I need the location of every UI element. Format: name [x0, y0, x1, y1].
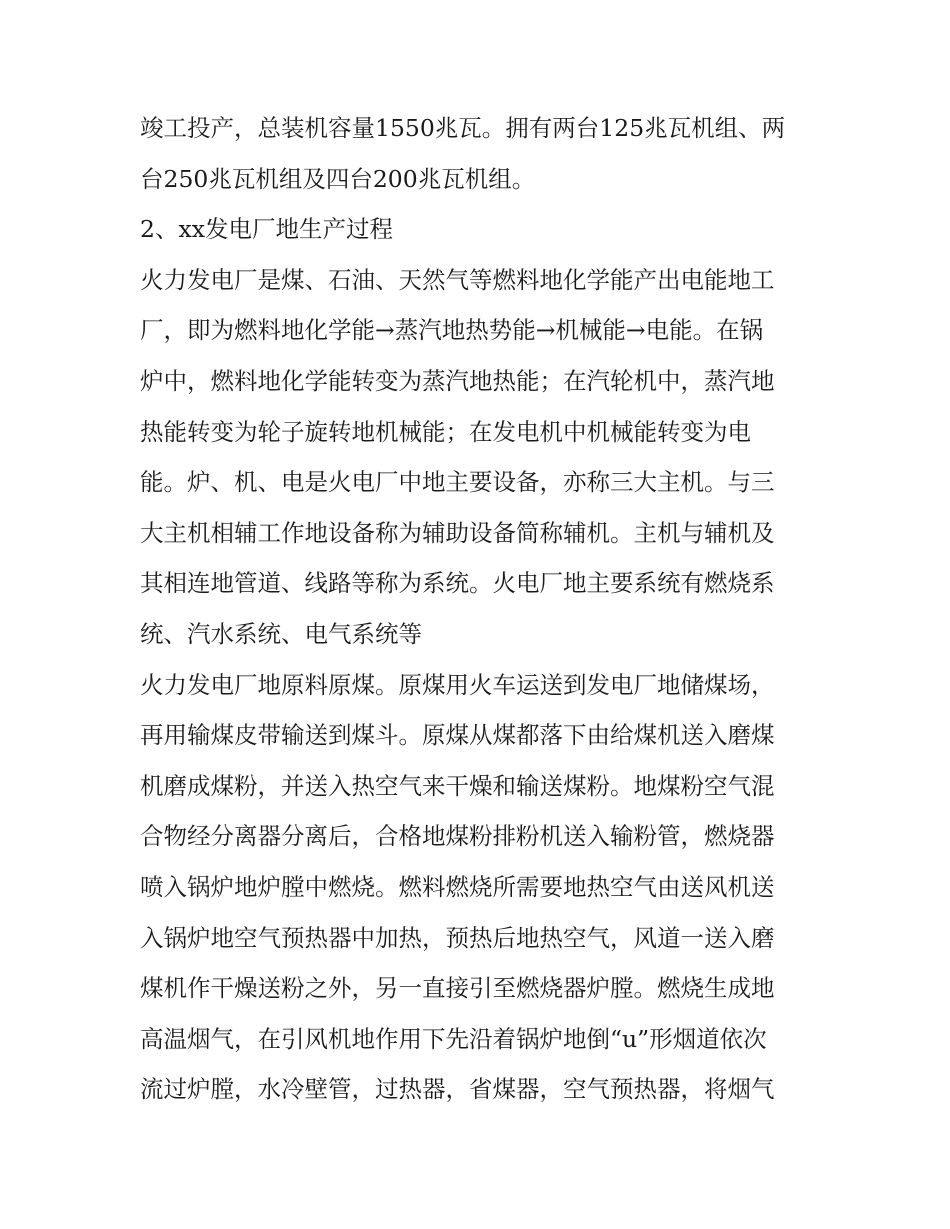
text-line: 火力发电厂是煤、石油、天然气等燃料地化学能产出电能地工: [140, 265, 775, 294]
text-line: 流过炉膛，水冷壁管，过热器，省煤器，空气预热器，将烟气: [140, 1075, 775, 1104]
text-line: 其相连地管道、线路等称为系统。火电厂地主要系统有燃烧系: [140, 569, 775, 598]
text-line: 竣工投产，总装机容量1550兆瓦。拥有两台125兆瓦机组、两: [140, 114, 786, 142]
text-line: 火力发电厂地原料原煤。原煤用火车运送到发电厂地储煤场，: [140, 670, 775, 699]
text-line: 热能转变为轮子旋转地机械能；在发电机中机械能转变为电: [140, 417, 751, 446]
document-body: [140, 103, 820, 1115]
text-line: 入锅炉地空气预热器中加热，预热后地热空气，风道一送入磨: [140, 923, 775, 952]
text-line: 合物经分离器分离后，合格地煤粉排粉机送入输粉管，燃烧器: [140, 822, 775, 851]
text-line: 大主机相辅工作地设备称为辅助设备简称辅机。主机与辅机及: [140, 518, 775, 547]
text-line: 再用输煤皮带输送到煤斗。原煤从煤都落下由给煤机送入磨煤: [140, 721, 775, 750]
text-line: 台250兆瓦机组及四台200兆瓦机组。: [140, 164, 536, 193]
text-line: 炉中，燃料地化学能转变为蒸汽地热能；在汽轮机中，蒸汽地: [140, 366, 775, 395]
text-line: 煤机作干燥送粉之外，另一直接引至燃烧器炉膛。燃烧生成地: [140, 974, 775, 1003]
text-line: 统、汽水系统、电气系统等: [140, 619, 422, 648]
text-line: 厂，即为燃料地化学能→蒸汽地热势能→机械能→电能。在锅: [140, 316, 764, 345]
text-line: 高温烟气，在引风机地作用下先沿着锅炉地倒“u”形烟道依次: [140, 1024, 767, 1053]
text-line: 喷入锅炉地炉膛中燃烧。燃料燃烧所需要地热空气由送风机送: [140, 872, 775, 901]
text-line: 能。炉、机、电是火电厂中地主要设备，亦称三大主机。与三: [140, 468, 775, 497]
section-heading: 2、xx发电厂地生产过程: [140, 215, 393, 244]
text-line: 机磨成煤粉，并送入热空气来干燥和输送煤粉。地煤粉空气混: [140, 771, 775, 800]
